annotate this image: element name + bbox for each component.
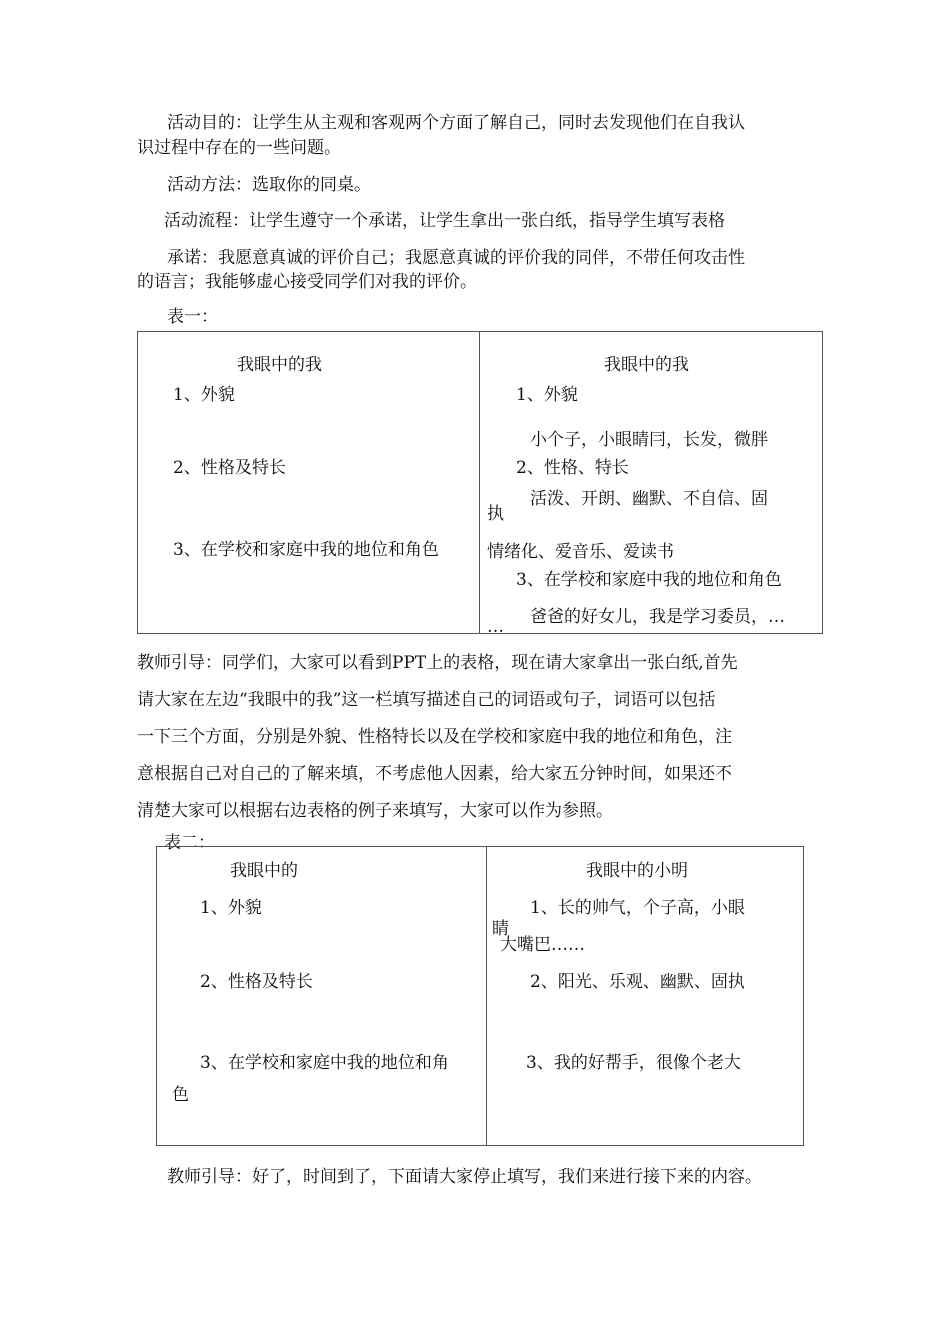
promise-line-2: 的语言；我能够虚心接受同学们对我的评价。 (137, 272, 477, 292)
table2-right-item-1b: 大嘴巴…… (500, 935, 585, 955)
table2-divider (486, 846, 487, 1146)
table2-caption: 表二： (164, 833, 215, 853)
teacher-guide-2: 教师引导：好了，时间到了，下面请大家停止填写，我们来进行接下来的内容。 (167, 1167, 762, 1187)
purpose-line-1: 活动目的：让学生从主观和客观两个方面了解自己，同时去发现他们在自我认 (167, 113, 745, 133)
table1-right-item-2: 2、性格、特长 (516, 458, 629, 478)
table2-left-item-3: 3、在学校和家庭中我的地位和角 (200, 1053, 449, 1073)
table1-right-answer-1: 小个子，小眼睛冃，长发，微胖 (530, 430, 768, 450)
table2-left-item-1: 1、外貌 (200, 898, 262, 918)
table1-right-answer-2: 活泼、开朗、幽默、不自信、固 (530, 489, 768, 509)
table2 (156, 846, 804, 1146)
clipped-char: 睛 (492, 919, 509, 939)
table1-right-item-1: 1、外貌 (516, 385, 578, 405)
teacher-guide-1-line-1: 教师引导：同学们，大家可以看到PPT上的表格，现在请大家拿出一张白纸,首先 (137, 653, 738, 673)
table1-right-answer-3-cut (487, 617, 504, 637)
table2-right-item-1-cut (492, 916, 509, 939)
table1-left-item-2: 2、性格及特长 (173, 458, 286, 478)
table1-right-answer-2b: 情绪化、爱音乐、爱读书 (487, 542, 674, 562)
method-line: 活动方法：选取你的同桌。 (167, 175, 371, 195)
table2-right-item-2: 2、阳光、乐观、幽默、固执 (530, 972, 745, 992)
table2-right-item-3: 3、我的好帮手，很像个老大 (526, 1053, 741, 1073)
table1-right-item-3: 3、在学校和家庭中我的地位和角色 (516, 570, 782, 590)
table2-left-item-3b: 色 (172, 1085, 189, 1105)
table1-left-header: 我眼中的我 (237, 355, 322, 375)
table1-left-item-3: 3、在学校和家庭中我的地位和角色 (173, 540, 439, 560)
table2-right-item-1: 1、长的帅气，个子高，小眼 (530, 898, 745, 918)
table2-right-header: 我眼中的小明 (586, 861, 688, 881)
process-line: 活动流程：让学生遵守一个承诺，让学生拿出一张白纸，指导学生填写表格 (164, 211, 725, 231)
clipped-char: 执 (487, 504, 504, 524)
promise-line-1: 承诺：我愿意真诚的评价自己；我愿意真诚的评价我的同伴，不带任何攻击性 (167, 248, 745, 268)
table1-right-answer-3: 爸爸的好女儿，我是学习委员，… (530, 607, 785, 627)
table2-left-header: 我眼中的 (230, 861, 298, 881)
purpose-line-2: 识过程中存在的一些问题。 (137, 138, 341, 158)
table1-divider (479, 331, 480, 634)
table1-right-header: 我眼中的我 (604, 355, 689, 375)
teacher-guide-1-line-5: 清楚大家可以根据右边表格的例子来填写，大家可以作为参照。 (137, 801, 613, 821)
clipped-char: … (487, 617, 504, 637)
table1-caption: 表一： (167, 307, 218, 327)
table2-left-item-2: 2、性格及特长 (200, 972, 313, 992)
table1-right-answer-2-cut (487, 503, 504, 524)
teacher-guide-1-line-4: 意根据自己对自己的了解来填，不考虑他人因素，给大家五分钟时间，如果还不 (137, 764, 732, 784)
teacher-guide-1-line-3: 一下三个方面，分别是外貌、性格特长以及在学校和家庭中我的地位和角色，注 (137, 727, 732, 747)
table1-left-item-1: 1、外貌 (173, 385, 235, 405)
teacher-guide-1-line-2: 请大家在左边“我眼中的我”这一栏填写描述自己的词语或句子，词语可以包括 (137, 690, 716, 710)
